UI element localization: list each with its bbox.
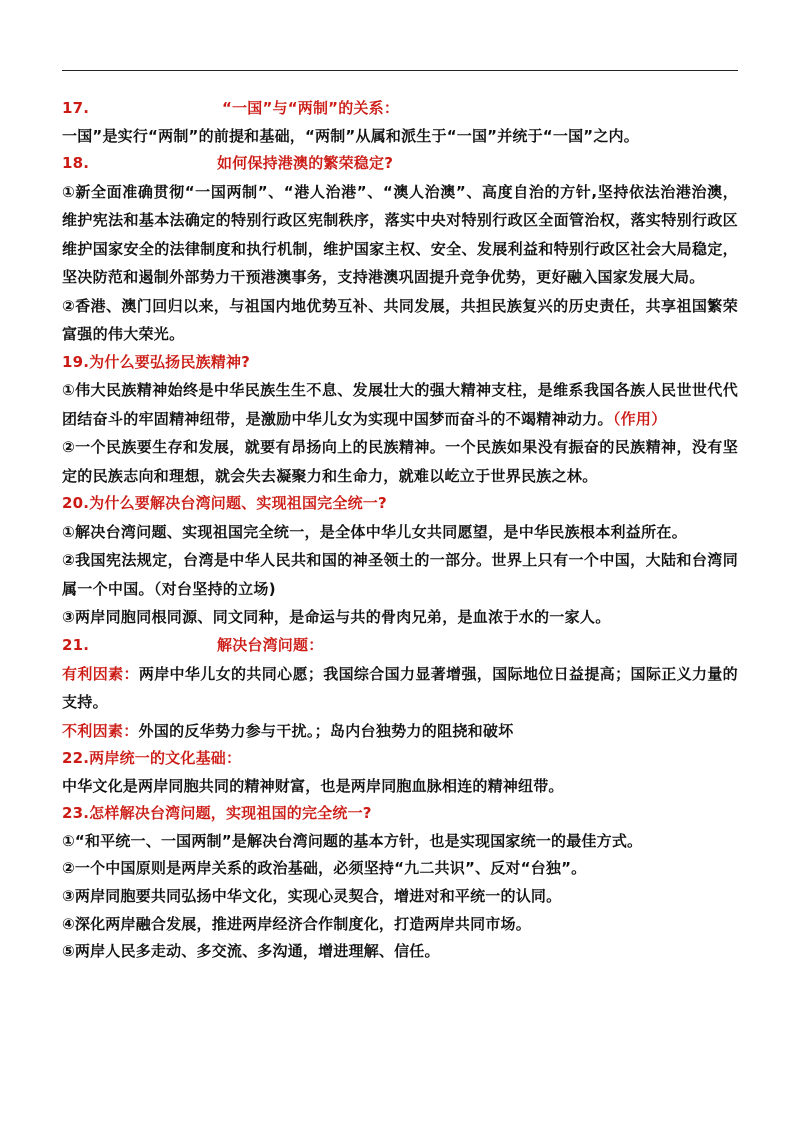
q23-heading: 23.怎样解决台湾问题，实现祖国的完全统一?	[62, 804, 372, 823]
q20-paragraph-1: ①解决台湾问题、实现祖国完全统一，是全体中华儿女共同愿望，是中华民族根本利益所在。	[62, 522, 688, 541]
q21-number: 21.	[62, 635, 90, 654]
top-rule	[62, 70, 738, 71]
q21-unfavorable-label: 不利因素：	[62, 721, 139, 740]
q20-paragraph-2: ②我国宪法规定，台湾是中华人民共和国的神圣领土的一部分。世界上只有一个中国，大陆和台湾同属一个中国。（对台坚持的立场)	[62, 551, 738, 598]
q19-paragraph-2: ②一个民族要生存和发展，就要有昂扬向上的民族精神。一个民族如果没有振奋的民族精神，没有坚定的民族志向和理想，就会失去凝聚力和生命力，就难以屹立于世界民族之林。	[62, 438, 738, 485]
q20-heading: 20.为什么要解决台湾问题、实现祖国完全统一?	[62, 494, 387, 513]
q19-note: （作用）	[612, 409, 667, 428]
q23-item-1: ①“和平统一、一国两制”是解决台湾问题的基本方针，也是实现国家统一的最佳方式。	[62, 831, 643, 850]
q19-heading: 19.为什么要弘扬民族精神?	[62, 352, 251, 371]
q17-body: 一国”是实行“两制”的前提和基础，“两制”从属和派生于“一国”并统于“一国”之内。	[62, 126, 639, 145]
q21-title: 解决台湾问题：	[217, 635, 324, 654]
q21-unfavorable-text: 外国的反华势力参与干扰。；岛内台独势力的阻挠和破坏	[138, 721, 514, 740]
q23-item-5: ⑤两岸人民多走动、多交流、多沟通，增进理解、信任。	[62, 942, 440, 961]
q18-number: 18.	[62, 154, 90, 173]
q17-number: 17.	[62, 99, 90, 117]
document-content	[62, 95, 738, 966]
q23-item-4: ④深化两岸融合发展，推进两岸经济合作制度化，打造两岸共同市场。	[62, 914, 531, 933]
q21-favorable-text: 两岸中华儿女的共同心愿；我国综合国力显著增强，国际地位日益提高；国际正义力量的支持。	[62, 664, 738, 712]
q22-body: 中华文化是两岸同胞共同的精神财富，也是两岸同胞血脉相连的精神纽带。	[62, 776, 564, 795]
q21-heading	[62, 632, 738, 660]
q23-item-3: ③两岸同胞要共同弘扬中华文化，实现心灵契合，增进对和平统一的认同。	[62, 887, 562, 906]
q18-title: 如何保持港澳的繁荣稳定?	[217, 154, 394, 173]
q18-paragraph-1: ①新全面准确贯彻“一国两制”、“港人治港”、“澳人治澳”、高度自治的方针,坚持依法治港治澳，维护宪法和基本法确定的特别行政区宪制秩序，落实中央对特别行政区全面管治权，落实特别行政区维护国家安全的法律制度和执行机制，维护国家主权、安全、发展利益和特别行政区社会大局稳定，坚决防范和遏制外部势力干预港澳事务，支持港澳巩固提升竞争优势，更好融入国家发展大局。	[62, 182, 738, 287]
q17-title: “一国”与“两制”的关系：	[222, 99, 400, 117]
q18-heading	[62, 150, 738, 178]
q17-heading	[62, 95, 738, 123]
q18-paragraph-2: ②香港、澳门回归以来，与祖国内地优势互补、共同发展，共担民族复兴的历史责任，共享祖国繁荣富强的伟大荣光。	[62, 296, 738, 344]
q22-heading: 22.两岸统一的文化基础：	[62, 749, 242, 768]
q20-paragraph-3: ③两岸同胞同根同源、同文同种，是命运与共的骨肉兄弟，是血浓于水的一家人。	[62, 608, 611, 627]
q21-favorable-label: 有利因素：	[62, 664, 139, 683]
q21-favorable	[62, 660, 738, 717]
q23-item-2: ②一个中国原则是两岸关系的政治基础，必须坚持“九二共识”、反对“台独”。	[62, 859, 587, 878]
q19-paragraph-1	[62, 376, 738, 433]
q19-paragraph-1-text: ①伟大民族精神始终是中华民族生生不息、发展壮大的强大精神支柱，是维系我国各族人民世世代代团结奋斗的牢固精神纽带，是激励中华儿女为实现中国梦而奋斗的不竭精神动力。	[62, 381, 738, 428]
q21-unfavorable	[62, 717, 738, 746]
